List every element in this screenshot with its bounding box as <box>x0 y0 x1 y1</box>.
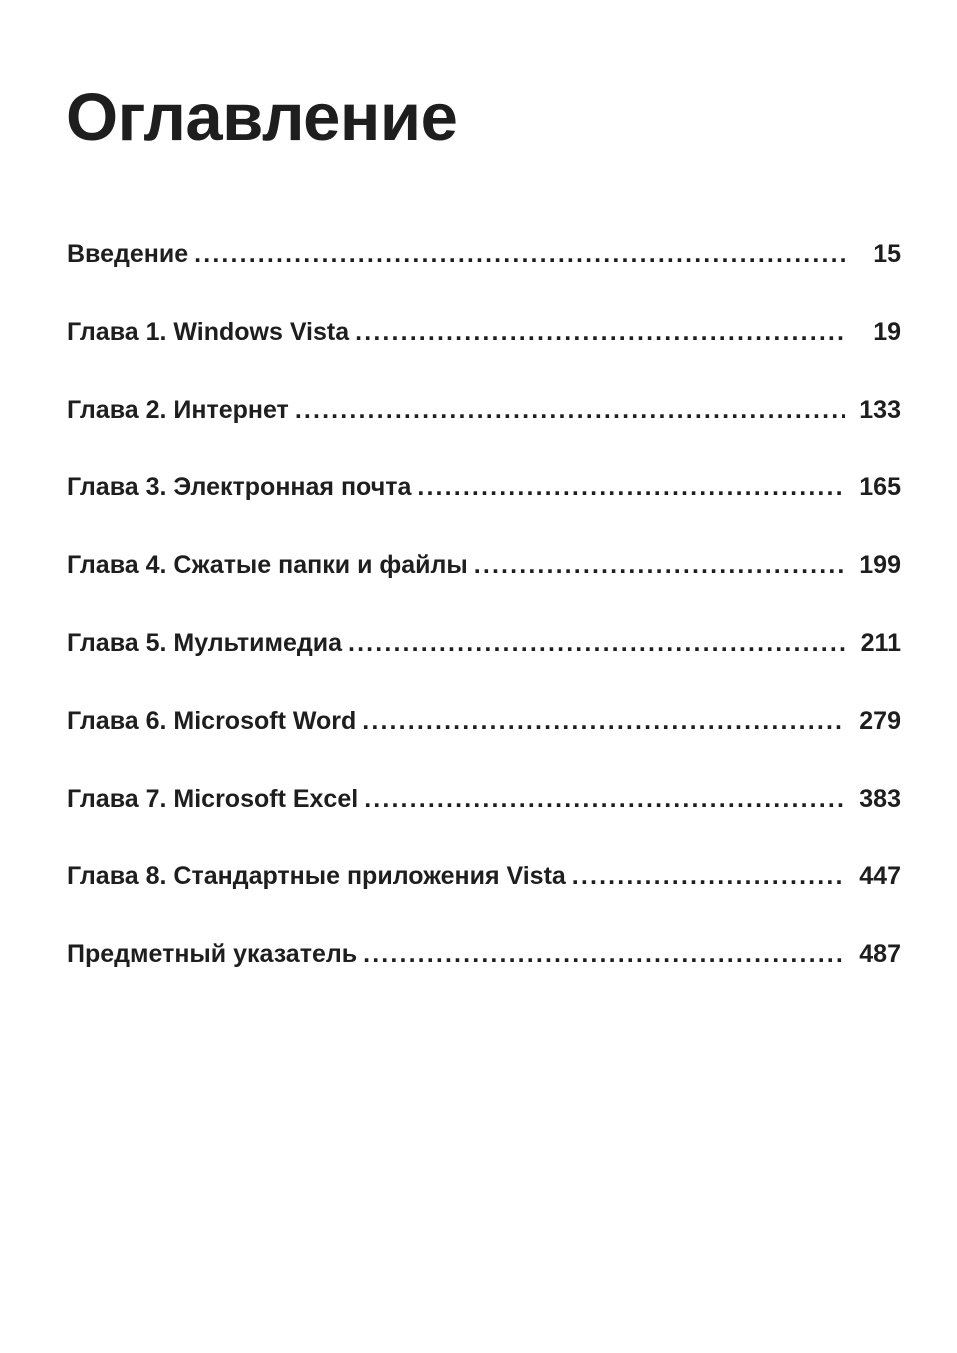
toc-entry-page-number: 199 <box>859 551 901 580</box>
toc-entry-page-number: 211 <box>860 628 901 657</box>
toc-entry-label: Глава 7. Microsoft Excel <box>67 784 359 813</box>
toc-entry-chapter-5[interactable] <box>67 629 901 707</box>
toc-dot-leader <box>295 396 845 425</box>
toc-dot-leader <box>474 551 845 580</box>
toc-entry-page-number: 165 <box>859 473 901 502</box>
toc-entry-label: Глава 1. Windows Vista <box>67 317 350 346</box>
toc-entry-label: Глава 8. Стандартные приложения Vista <box>67 862 566 891</box>
toc-dot-leader <box>362 707 845 736</box>
toc-entry-chapter-2[interactable] <box>67 396 901 474</box>
table-of-contents <box>67 240 901 1018</box>
toc-entry-chapter-1[interactable] <box>67 318 901 396</box>
toc-entry-page-number: 15 <box>873 240 901 268</box>
page-title: Оглавление <box>66 80 458 155</box>
toc-dot-leader <box>355 318 845 347</box>
toc-entry-page-number: 19 <box>873 317 901 346</box>
toc-entry-chapter-3[interactable] <box>67 473 901 551</box>
toc-entry-label: Введение <box>67 240 189 268</box>
toc-entry-page-number: 133 <box>859 395 901 424</box>
toc-entry-label: Предметный указатель <box>67 940 358 969</box>
toc-dot-leader <box>194 240 845 269</box>
toc-entry-chapter-6[interactable] <box>67 707 901 785</box>
toc-entry-chapter-7[interactable] <box>67 785 901 863</box>
toc-entry-label: Глава 5. Мультимедиа <box>67 628 342 657</box>
toc-dot-leader <box>348 629 845 658</box>
toc-entry-label: Глава 2. Интернет <box>67 395 289 424</box>
toc-entry-page-number: 447 <box>859 862 901 891</box>
toc-dot-leader <box>364 785 845 814</box>
toc-entry-page-number: 487 <box>859 940 901 969</box>
toc-entry-page-number: 279 <box>859 706 901 735</box>
toc-entry-label: Глава 6. Microsoft Word <box>67 706 357 735</box>
toc-entry-subject-index[interactable] <box>67 940 901 1018</box>
toc-entry-page-number: 383 <box>859 784 901 813</box>
toc-dot-leader <box>417 473 845 502</box>
toc-entry-chapter-4[interactable] <box>67 551 901 629</box>
toc-entry-label: Глава 3. Электронная почта <box>67 473 412 502</box>
toc-dot-leader <box>572 862 845 891</box>
toc-entry-label: Глава 4. Сжатые папки и файлы <box>67 551 468 580</box>
toc-dot-leader <box>363 940 845 969</box>
toc-entry-chapter-8[interactable] <box>67 862 901 940</box>
toc-entry-introduction[interactable] <box>67 240 901 318</box>
